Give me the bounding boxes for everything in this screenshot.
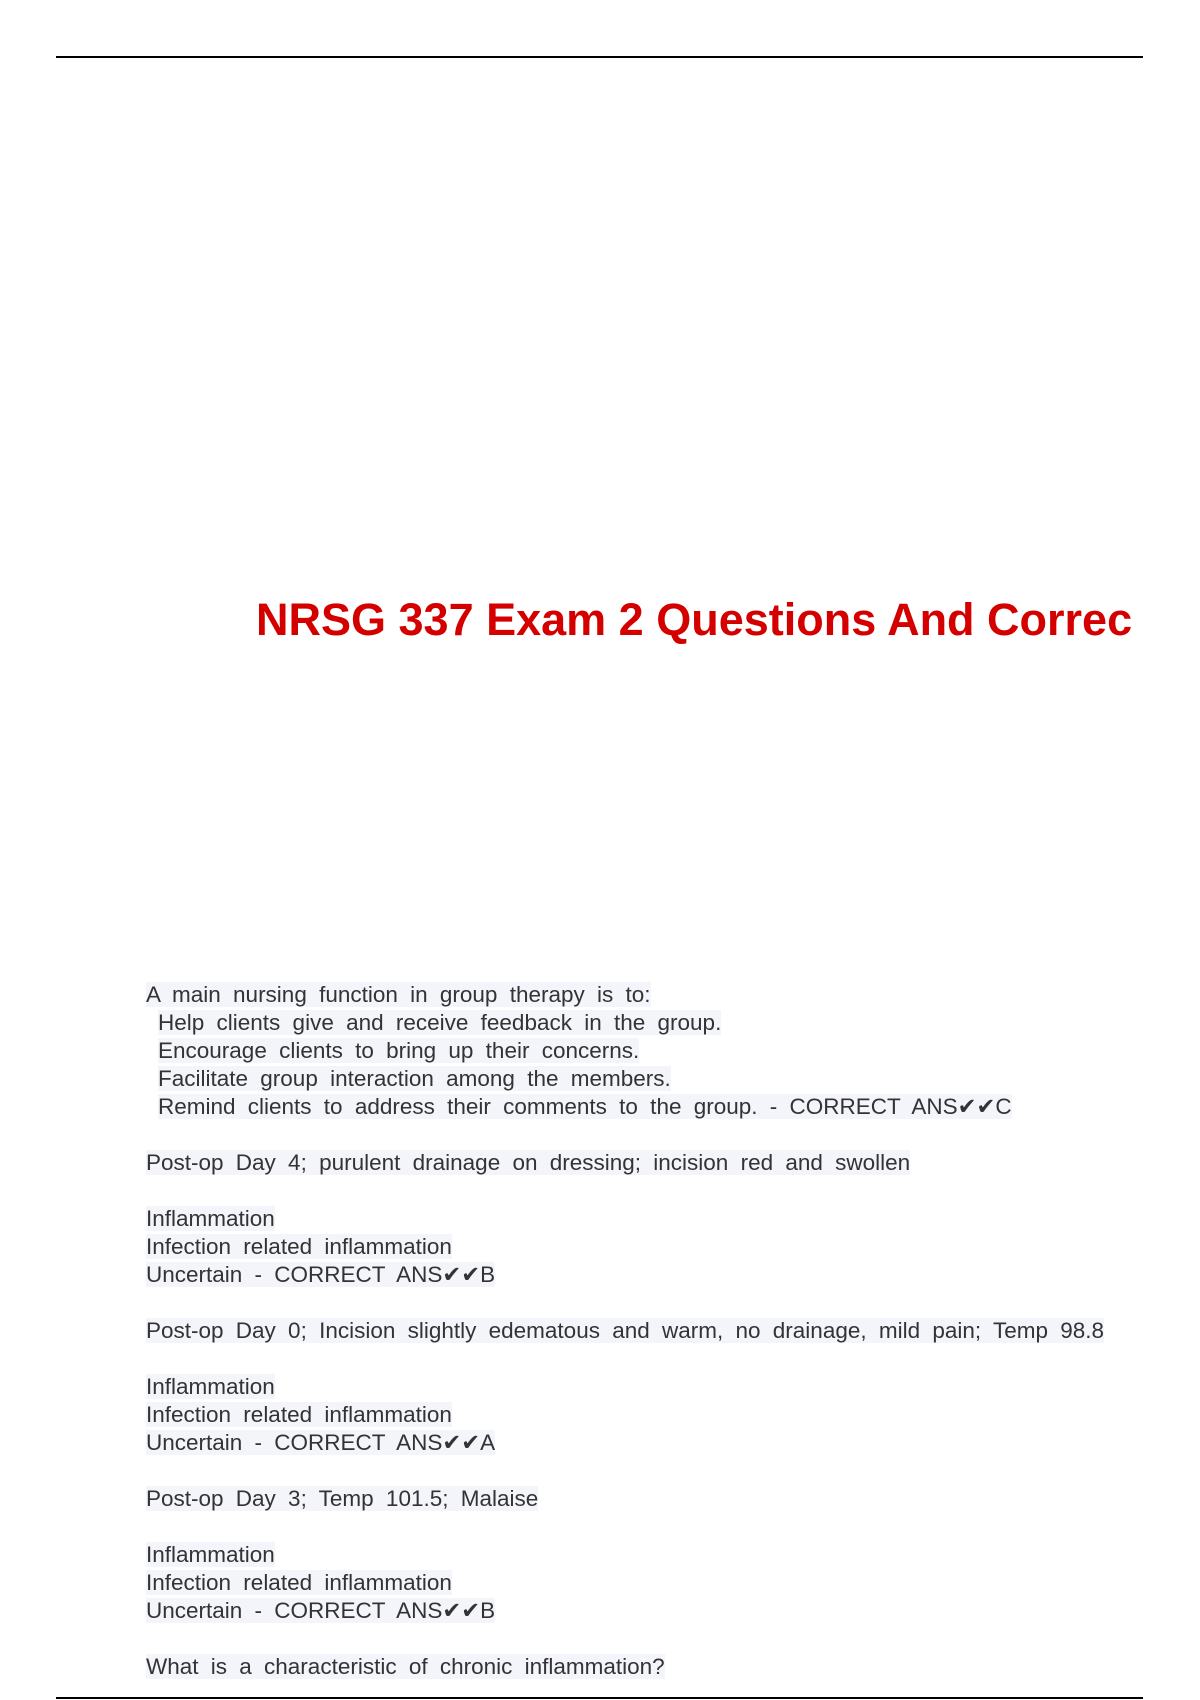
question-text: Post-op Day 4; purulent drainage on dressing; incision red and swollen <box>146 1150 911 1175</box>
question-text: Post-op Day 0; Incision slightly edematous and warm, no drainage, mild pain; Temp 98.8 <box>146 1318 1105 1343</box>
question-text: Post-op Day 3; Temp 101.5; Malaise <box>146 1486 539 1511</box>
document-body <box>146 981 1200 1681</box>
answer-option: Inflammation <box>146 1374 275 1399</box>
answer-option: Infection related inflammation <box>146 1402 452 1427</box>
answer-option: Remind clients to address their comments to the group. - CORRECT ANS✔✔C <box>158 1094 1012 1119</box>
question-stem <box>146 1485 1200 1513</box>
question-stem <box>146 1653 1200 1681</box>
answer-option: Inflammation <box>146 1206 275 1231</box>
answer-option: Encourage clients to bring up their concerns. <box>158 1038 640 1063</box>
answer-option: Uncertain - CORRECT ANS✔✔B <box>146 1262 496 1287</box>
answer-option: Infection related inflammation <box>146 1570 452 1595</box>
question-stem <box>146 1149 1200 1177</box>
answer-option: Inflammation <box>146 1542 275 1567</box>
document-title: NRSG 337 Exam 2 Questions And Correc <box>256 594 1133 645</box>
answer-option: Facilitate group interaction among the members. <box>158 1066 671 1091</box>
answer-option: Help clients give and receive feedback in the group. <box>158 1010 722 1035</box>
question-stem <box>146 981 1200 1009</box>
header-rule <box>56 56 1143 58</box>
answer-option: Infection related inflammation <box>146 1234 452 1259</box>
answer-option: Uncertain - CORRECT ANS✔✔B <box>146 1598 496 1623</box>
footer-rule <box>56 1697 1143 1699</box>
question-text: What is a characteristic of chronic inflammation? <box>146 1654 665 1679</box>
question-text: A main nursing function in group therapy is to: <box>146 982 651 1007</box>
question-stem <box>146 1317 1200 1345</box>
answer-option: Uncertain - CORRECT ANS✔✔A <box>146 1430 496 1455</box>
